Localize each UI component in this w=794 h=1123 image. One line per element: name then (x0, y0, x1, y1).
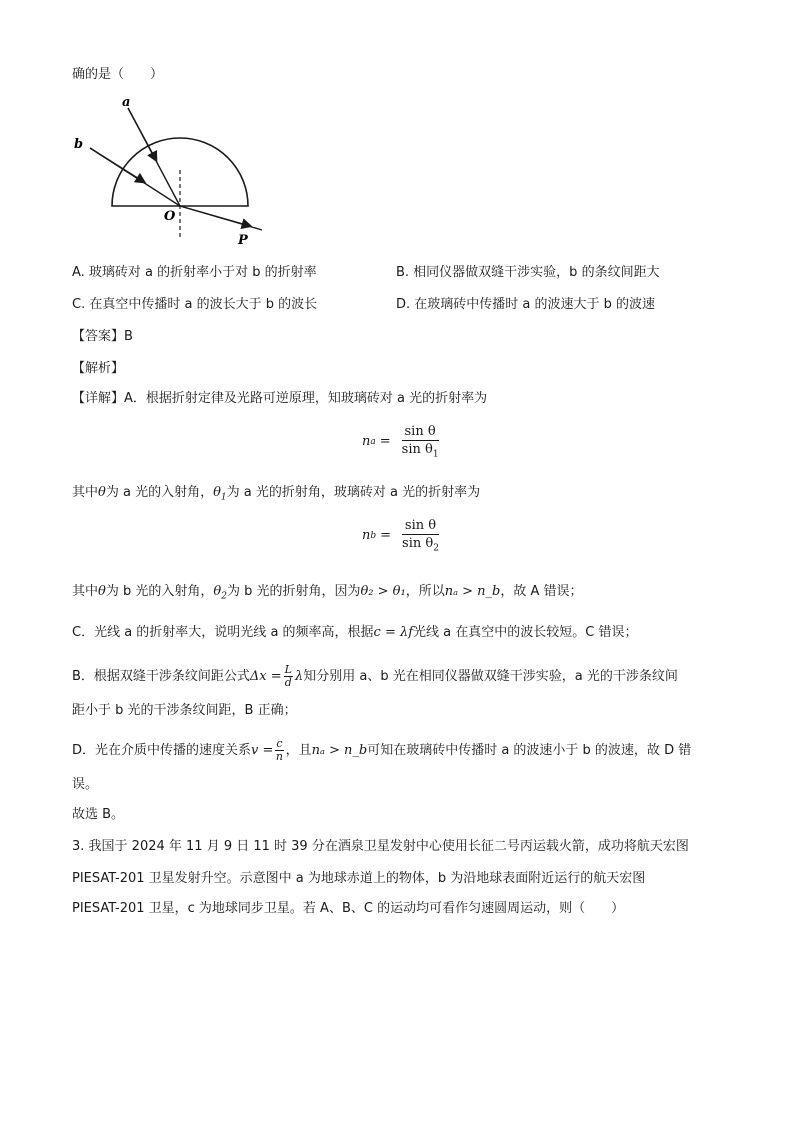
option-b-explain-2: 距小于 b 光的干涉条纹间距，B 正确； (72, 703, 297, 718)
conclusion: 故选 B。 (72, 807, 125, 822)
label-b: b (74, 137, 84, 152)
label-a: a (122, 95, 131, 110)
question-3-line-2: PIESAT-201 卫星发射升空。示意图中 a 为地球赤道上的物体，b 为沿地球表面附近运行的航天宏图 (72, 871, 646, 886)
theta1-line: 其中θ为 a 光的入射角，$\theta_1$为 a 光的折射角，玻璃砖对 a 光的折射率为 (72, 485, 481, 503)
option-d-explain-2: 误。 (72, 777, 99, 792)
question-stem-tail: 确的是（ ） (72, 67, 164, 82)
analysis-title: 【解析】 (72, 361, 125, 376)
option-b-explain-1: B．根据双缝干涉条纹间距公式Δx = $\frac{L}{d}$ λ知分别用 a、b 光在相同仪器做双缝干涉实验，a 光的干涉条纹间 (72, 663, 678, 689)
option-c-explain: C．光线 a 的折射率大，说明光线 a 的频率高，根据c = λf光线 a 在真空中的波长较短。C 错误； (72, 625, 638, 640)
option-b[interactable]: B. 相同仪器做双缝干涉实验，b 的条纹间距大 (396, 265, 660, 280)
question-3-line-1: 3. 我国于 2024 年 11 月 9 日 11 时 39 分在酒泉卫星发射中心使用长征二号丙运载火箭，成功将航天宏图 (72, 839, 689, 854)
theta2-line: 其中θ为 b 光的入射角，$\theta_2$为 b 光的折射角，因为θ₂ > θ₁，所以nₐ > n_b，故 A 错误； (72, 584, 583, 602)
option-d-explain-1: D．光在介质中传播的速度关系v = $\frac{c}{n}$ ，且nₐ > n_b可知在玻璃砖中传播时 a 的波速小于 b 的波速，故 D 错 (72, 737, 692, 763)
option-c[interactable]: C. 在真空中传播时 a 的波长大于 b 的波长 (72, 297, 318, 312)
formula-nb: n b = $\frac{\text{sin θ}}{\sin \theta_2}$ (362, 518, 439, 554)
detail-intro: 【详解】A．根据折射定律及光路可逆原理，知玻璃砖对 a 光的折射率为 (72, 391, 488, 406)
label-p: P (238, 233, 248, 248)
option-a[interactable]: A. 玻璃砖对 a 的折射率小于对 b 的折射率 (72, 265, 317, 280)
label-o: O (164, 209, 176, 224)
question-3-line-3: PIESAT-201 卫星，c 为地球同步卫星。若 A、B、C 的运动均可看作匀速圆周运动，则（ ） (72, 901, 625, 916)
option-d[interactable]: D. 在玻璃砖中传播时 a 的波速大于 b 的波速 (396, 297, 656, 312)
refraction-diagram (70, 92, 270, 252)
answer: 【答案】B (72, 329, 133, 344)
formula-na: n a = $\frac{\text{sin θ}}{\sin \theta_1}$ (362, 424, 439, 460)
